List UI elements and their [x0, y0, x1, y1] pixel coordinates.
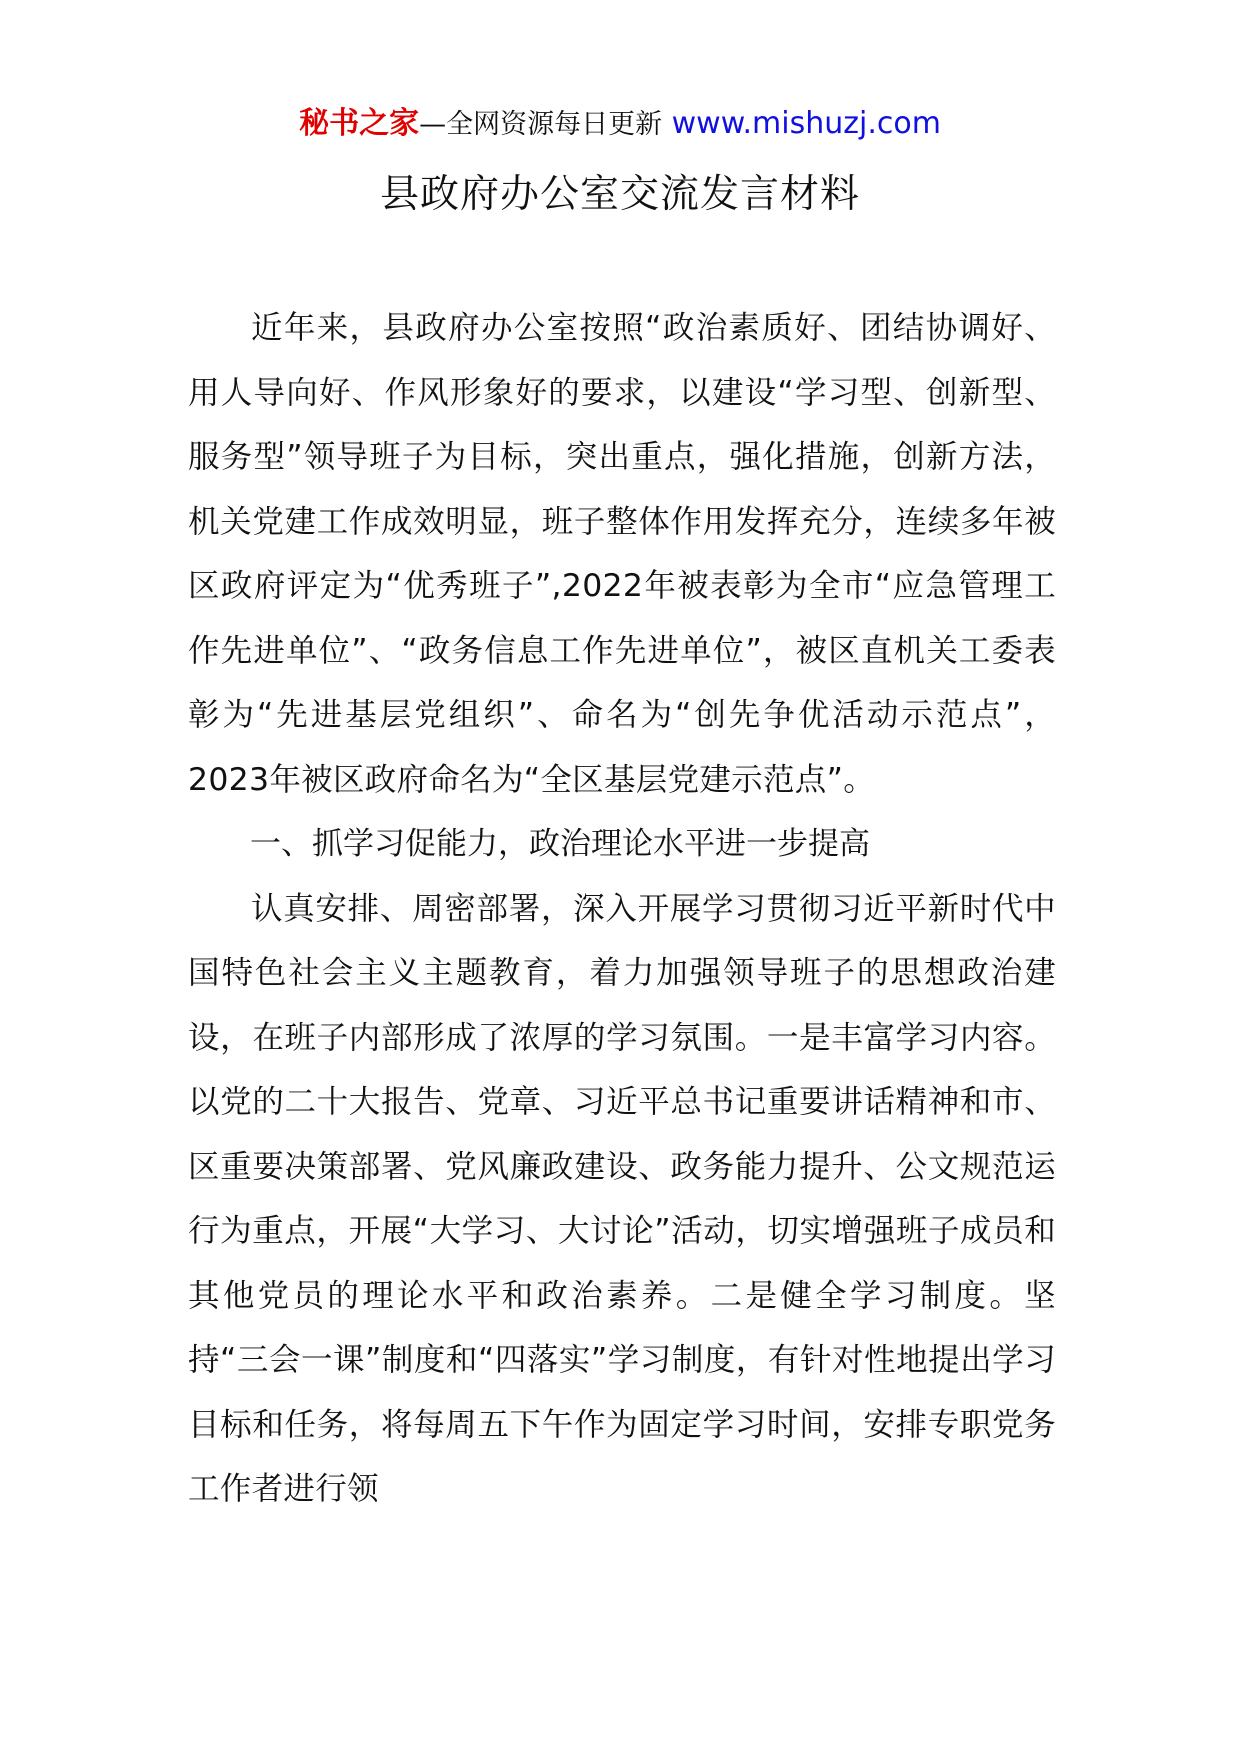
document-title: 县政府办公室交流发言材料 [379, 172, 860, 217]
intro-paragraph: 近年来，县政府办公室按照“政治素质好、团结协调好、用人导向好、作风形象好的要求，以建设“学习型、创新型、服务型”领导班子为目标，突出重点，强化措施，创新方法，机关党建工作成效明显，班子整体作用发挥充分，连续多年被区政府评定为“优秀班子”,2022年被表彰为全市“应急管理工作先进单位”、“政务信息工作先进单位”，被区直机关工委表彰为“先进基层党组织”、命名为“创先争优活动示范点”，2023年被区政府命名为“全区基层党建示范点”。 [188, 310, 1056, 798]
watermark-tagline: —全网资源每日更新 [419, 109, 663, 140]
watermark-header [0, 104, 1240, 145]
watermark-url[interactable]: www.mishuzj.com [671, 106, 941, 141]
section-heading-1: 一、抓学习促能力，政治理论水平进一步提高 [250, 826, 870, 862]
document-body [188, 296, 1056, 1522]
section-1-paragraph: 认真安排、周密部署，深入开展学习贯彻习近平新时代中国特色社会主义主题教育，着力加强领导班子的思想政治建设，在班子内部形成了浓厚的学习氛围。一是丰富学习内容。以党的二十大报告、党章、习近平总书记重要讲话精神和市、区重要决策部署、党风廉政建设、政务能力提升、公文规范运行为重点，开展“大学习、大讨论”活动，切实增强班子成员和其他党员的理论水平和政治素养。二是健全学习制度。坚持“三会一课”制度和“四落实”学习制度，有针对性地提出学习目标和任务，将每周五下午作为固定学习时间，安排专职党务工作者进行领 [188, 890, 1056, 1507]
watermark-brand: 秘书之家 [299, 106, 420, 141]
